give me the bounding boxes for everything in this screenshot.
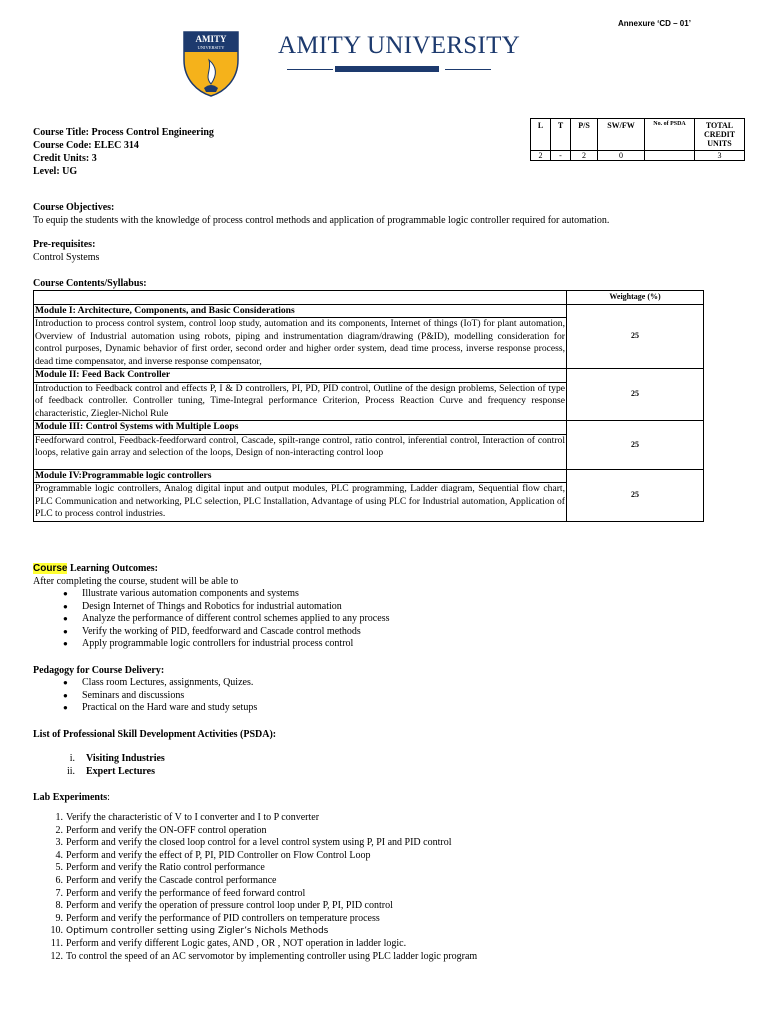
list-number: ii. [66, 765, 75, 777]
university-logo [182, 30, 240, 98]
credit-value [645, 151, 695, 161]
lab-heading-line [33, 791, 477, 804]
title-rule-center [335, 66, 439, 72]
weightage-header: Weightage (%) [567, 291, 704, 305]
list-text: Perform and verify the Ratio control performance [66, 862, 265, 874]
list-text: Perform and verify different Logic gates, AND , OR , NOT operation in ladder logic. [66, 937, 407, 949]
module-weight: 25 [567, 469, 704, 521]
list-text: Perform and verify the effect of P, PI, PID Controller on Flow Control Loop [66, 849, 371, 861]
course-meta [33, 126, 214, 178]
psda-list [33, 753, 276, 778]
annexure-label: Annexure ‘CD – 01’ [618, 19, 691, 28]
pedagogy-heading: Pedagogy for Course Delivery: [33, 665, 165, 676]
list-text: Perform and verify the performance of PID controllers on temperature process [66, 912, 380, 924]
prereq-heading: Pre-requisites: [33, 239, 96, 250]
list-item [33, 812, 477, 825]
prereq-text: Control Systems [33, 252, 100, 263]
university-name: AMITY UNIVERSITY [278, 32, 521, 59]
list-number: 3. [55, 837, 63, 849]
list-item [33, 753, 276, 766]
list-item [33, 837, 477, 850]
lab-list [33, 812, 477, 963]
list-text: Perform and verify the closed loop control for a level control system using P, PI and PID control [66, 837, 452, 849]
syllabus-table [33, 290, 704, 522]
outcomes-heading-rest: Learning Outcomes: [67, 563, 158, 574]
outcomes-section [33, 562, 389, 651]
outcomes-intro: After completing the course, student will be able to [33, 576, 239, 587]
list-number: 12. [50, 950, 63, 962]
psda-heading: List of Professional Skill Development Activities (PSDA): [33, 729, 277, 740]
list-text: Perform and verify the Cascade control performance [66, 874, 277, 886]
list-item [33, 888, 477, 901]
credit-header: T [551, 119, 571, 151]
list-item [33, 862, 477, 875]
list-text: Visiting Industries [86, 753, 165, 764]
list-item [33, 938, 477, 951]
prereq-section [33, 238, 99, 264]
credit-units: Credit Units: 3 [33, 153, 97, 164]
module-title: Module IV:Programmable logic controllers [34, 469, 567, 483]
list-number: 2. [55, 824, 63, 836]
list-number: 6. [55, 874, 63, 886]
list-text: Perform and verify the performance of feed forward control [66, 887, 306, 899]
credit-value: 3 [695, 151, 745, 161]
list-text: Expert Lectures [86, 765, 155, 777]
credit-header: L [531, 119, 551, 151]
list-number: 11. [50, 937, 63, 949]
list-item: ● Seminars and discussions [82, 690, 257, 703]
list-item: ● Verify the working of PID, feedforward and Cascade control methods [82, 626, 389, 639]
list-text: Perform and verify the ON-OFF control operation [66, 824, 267, 836]
lab-heading-colon: : [107, 792, 110, 803]
module-description: Introduction to process control system, control loop study, automation and its components, Internet of things (IoT) for plant automation, Overview of Industrial automation using robots, piping and instrumentation diagram/drawing (P&ID), modelling consideration for control purposes, Dynamic behavior of first order, second order and higher order system, dead time process, inverse response process, dead time compensator, and inverse response compensator, [35, 318, 565, 367]
pedagogy-list [33, 677, 257, 715]
list-item [33, 825, 477, 838]
list-number: 4. [55, 849, 63, 861]
list-item: ● Practical on the Hard ware and study setups [82, 702, 257, 715]
list-item: ● Illustrate various automation components and systems [82, 588, 389, 601]
credit-header: No. of PSDA [645, 119, 695, 151]
objectives-text: To equip the students with the knowledge of process control methods and application of programmable logic controller required for automation. [33, 215, 610, 226]
list-text: Verify the characteristic of V to I converter and I to P converter [66, 812, 320, 823]
logo-subtext: UNIVERSITY [197, 45, 225, 50]
module-title: Module I: Architecture, Components, and Basic Considerations [34, 304, 567, 318]
list-number: 9. [55, 912, 63, 924]
credit-header: SW/FW [598, 119, 645, 151]
list-number: i. [69, 753, 75, 764]
syllabus-heading: Course Contents/Syllabus: [33, 278, 147, 289]
list-number: 7. [55, 887, 63, 899]
lab-section [33, 791, 477, 963]
lab-heading: Lab Experiments [33, 792, 108, 803]
list-item [33, 875, 477, 888]
list-text: To control the speed of an AC servomotor by implementing controller using PLC ladder logic program [66, 950, 478, 962]
list-item [33, 900, 477, 913]
list-item: ● Class room Lectures, assignments, Quizes. [82, 677, 257, 690]
course-level: Level: UG [33, 166, 78, 177]
credit-value: - [551, 151, 571, 161]
credit-value: 2 [531, 151, 551, 161]
list-item: ● Analyze the performance of different control schemes applied to any process [82, 613, 389, 626]
module-description: Introduction to Feedback control and effects P, I & D controllers, PI, PD, PID control, Outline of the design problems, Selection of type of feedback controller. Controller tuning, Time-Integral performance Criterion, Process Reaction Curve and frequency response characteristic, Ziegler-Nichol Rule [35, 382, 565, 419]
list-item [33, 925, 477, 938]
credit-value: 2 [571, 151, 598, 161]
pedagogy-section [33, 664, 257, 715]
credit-header: P/S [571, 119, 598, 151]
list-text: Perform and verify the operation of pressure control loop under P, PI, PID control [66, 900, 393, 912]
list-text: Optimum controller setting using Zigler’s Nichols Methods [66, 926, 329, 937]
course-code: Course Code: ELEC 314 [33, 140, 139, 151]
list-number: 5. [55, 862, 63, 874]
syllabus-header-blank [34, 291, 567, 305]
course-title: Course Title: Process Control Engineering [33, 127, 214, 138]
outcomes-heading [33, 562, 389, 575]
module-title: Module III: Control Systems with Multiple Loops [34, 421, 567, 435]
list-item: ● Design Internet of Things and Robotics for industrial automation [82, 601, 389, 614]
objectives-heading: Course Objectives: [33, 202, 115, 213]
list-item [33, 850, 477, 863]
module-title: Module II: Feed Back Controller [34, 369, 567, 383]
list-number: 10. [50, 925, 63, 937]
highlighted-word: Course [33, 563, 68, 574]
list-number: 8. [55, 900, 63, 912]
list-item [33, 766, 276, 779]
list-item [33, 951, 477, 964]
list-item [33, 913, 477, 926]
module-weight: 25 [567, 369, 704, 421]
list-number: 1. [55, 812, 63, 823]
module-weight: 25 [567, 421, 704, 470]
credit-header: TOTAL CREDIT UNITS [695, 119, 745, 151]
title-rule-left [287, 69, 333, 70]
list-item: ● Apply programmable logic controllers for industrial process control [82, 638, 389, 651]
logo-text: AMITY [195, 34, 227, 44]
module-description: Feedforward control, Feedback-feedforward control, Cascade, spilt-range control, ratio control, inferential control, Interaction of control loops, relative gain array and selection of the loops, Design of non-interacting control loop [34, 434, 567, 469]
title-rule-right [445, 69, 491, 70]
psda-section [33, 728, 276, 778]
outcomes-list [33, 588, 389, 651]
credit-value: 0 [598, 151, 645, 161]
objectives-section [33, 201, 609, 227]
credit-table [530, 118, 745, 161]
module-weight: 25 [567, 304, 704, 369]
module-description: Programmable logic controllers, Analog digital input and output modules, PLC programming, Ladder diagram, Sequential flow chart, PLC Communication and networking, PLC selection, PLC Installation, Advantage of using PLC for Industrial automation, Application of PLC to process control industries. [35, 483, 565, 519]
